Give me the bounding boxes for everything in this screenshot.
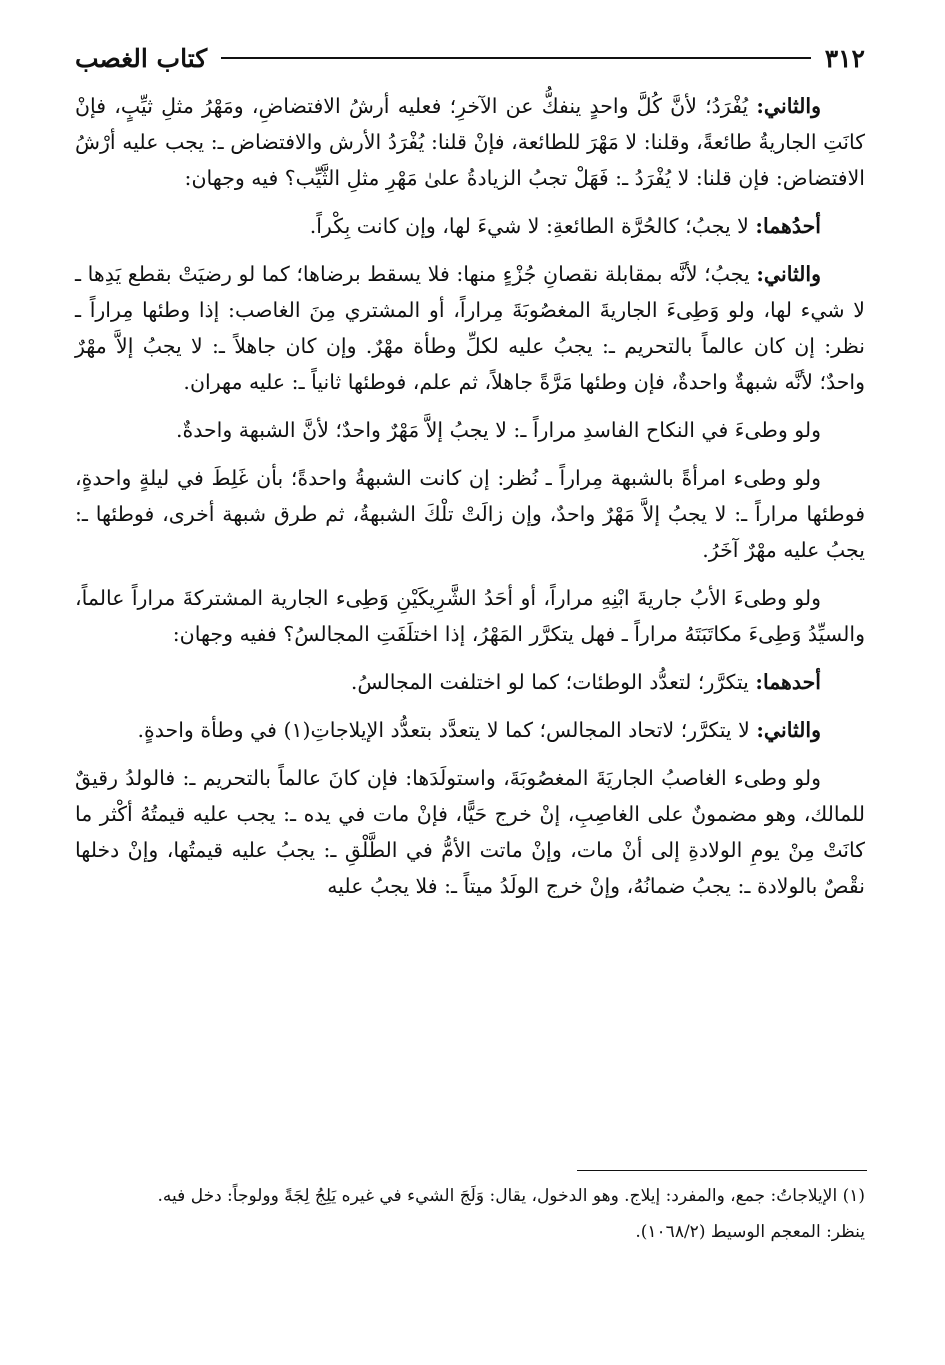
book-title: كتاب الغصب xyxy=(75,43,208,73)
paragraph-text: لا يجبُ؛ كالحُرَّة الطائعةِ: لا شيءَ لها، وإن كانت بِكْراً. xyxy=(309,214,756,238)
paragraph-lead: والثاني: xyxy=(756,262,821,286)
paragraph-text: ولو وطىء الغاصبُ الجاريَةَ المغصُوبَةَ، واستولَدَها: فإن كانَ عالماً بالتحريم ـ: فالولدُ رقيقٌ للمالك، وهو مضمونٌ على الغاصِبِ، إنْ خرج حَيًّا، فإنْ مات في يده ـ: يجب عليه قيمتُهُ أكْثر ما كانَتْ مِنْ يومِ الولادةِ إلى أنْ مات، وإنْ ماتت الأمُّ في الطَّلْقِ ـ: يجبُ عليه قيمتُها، وإنْ دخلها نقْصٌ بالولادة ـ: يجبُ ضمانُهُ، وإنْ خرج الولَدُ ميتاً ـ: فلا يجبُ عليه xyxy=(75,766,865,898)
footnote-separator xyxy=(577,1170,867,1171)
paragraph xyxy=(75,412,865,448)
paragraph xyxy=(75,256,865,400)
paragraph xyxy=(75,460,865,568)
paragraph-lead: أحدهما: xyxy=(755,670,821,694)
paragraph-lead: أحدُهما: xyxy=(755,214,821,238)
paragraph xyxy=(75,88,865,196)
main-text xyxy=(75,88,865,916)
footnote-reference: ينظر: المعجم الوسيط (١٠٦٨/٢). xyxy=(635,1222,865,1242)
paragraph-text: ولو وطىءَ الأبُ جاريةَ ابْنِهِ مراراً، أو أحَدُ الشَّرِيكَيْنِ وَطِىء الجارية المشتركةَ مراراً عالماً، والسيِّدُ وَطِىءَ مكاتَبَتَهُ مراراً ـ فهل يتكرَّر المَهْرُ، إذا اختلَفَتِ المجالسُ؟ ففيه وجهان: xyxy=(75,586,865,646)
page-number: ٣١٢ xyxy=(824,43,865,73)
footnote: (١) الإيلاجاتُ: جمع، والمفرد: إيلاج. وهو الدخول، يقال: وَلَجَ الشيء في غيره يَلِجُ لِجَةً وولوجاً: دخل فيه. xyxy=(157,1186,865,1206)
paragraph-text: يُفْرَدُ؛ لأنَّ كُلَّ واحدٍ ينفكُّ عن الآخرِ؛ فعليه أرشُ الافتضاضِ، ومَهْرُ مثلِ ثيِّبٍ، فإنْ كانَتِ الجاريةُ طائعةً، وقلنا: لا مَهْرَ للطائعة، فإنْ قلنا: يُفْرَدُ الأرش والافتضاض ـ: يجب عليه أرْشُ الافتضاض: فإن قلنا: لا يُفْرَدُ ـ: فَهَلْ تجبُ الزيادةُ علىٰ مَهْرِ مثلِ الثَّيِّب؟ فيه وجهان: xyxy=(75,94,865,190)
paragraph xyxy=(75,208,865,244)
paragraph xyxy=(75,760,865,904)
paragraph xyxy=(75,712,865,748)
paragraph-lead: والثاني: xyxy=(756,94,821,118)
paragraph xyxy=(75,580,865,652)
paragraph xyxy=(75,664,865,700)
paragraph-text: ولو وطىءَ في النكاح الفاسدِ مراراً ـ: لا يجبُ إلاَّ مَهْرٌ واحدٌ؛ لأنَّ الشبهة واحدةٌ. xyxy=(175,418,821,442)
paragraph-text: ولو وطىء امرأةً بالشبهة مِراراً ـ نُظر: إن كانت الشبهةُ واحدةً؛ بأن غَلِطَ في ليلةٍ واحدةٍ، فوطئها مراراً ـ: لا يجبُ إلاَّ مَهْرٌ واحدٌ، وإن زالَتْ تلْكَ الشبهةُ، ثم طرق شبهة أخرى، فوطئها ـ: يجبُ عليه مهْرٌ آخَرُ. xyxy=(75,466,865,562)
footnotes xyxy=(75,1180,865,1252)
header-rule xyxy=(221,57,811,59)
paragraph-text: لا يتكرَّر؛ لاتحاد المجالس؛ كما لا يتعدَّد بتعدُّد الإيلاجاتِ(١) في وطأة واحدةٍ. xyxy=(137,718,757,742)
paragraph-text: يتكرَّر؛ لتعدُّد الوطئات؛ كما لو اختلفت المجالسُ. xyxy=(350,670,756,694)
page-header xyxy=(75,38,865,78)
paragraph-lead: والثاني: xyxy=(756,718,821,742)
paragraph-text: يجبُ؛ لأنَّه بمقابلة نقصانِ جُزْءٍ منها: فلا يسقط برضاها؛ كما لو رضيَتْ بقطع يَدِها ـ لا شيء لها، ولو وَطِىءَ الجاريةَ المغصُوبَةَ مِراراً، أو المشتري مِنَ الغاصب: إذا وطئها مِراراً ـ نظر: إن كان عالماً بالتحريم ـ: يجبُ عليه لكلِّ وطأة مهْرٌ. وإن كان جاهلاً ـ: لا يجبُ إلاَّ مهْرٌ واحدٌ؛ لأنَّه شبهةٌ واحدةٌ، فإن وطئها مَرَّةً جاهلاً، ثم علم، فوطئها ثانياً ـ: عليه مهران. xyxy=(75,262,865,394)
